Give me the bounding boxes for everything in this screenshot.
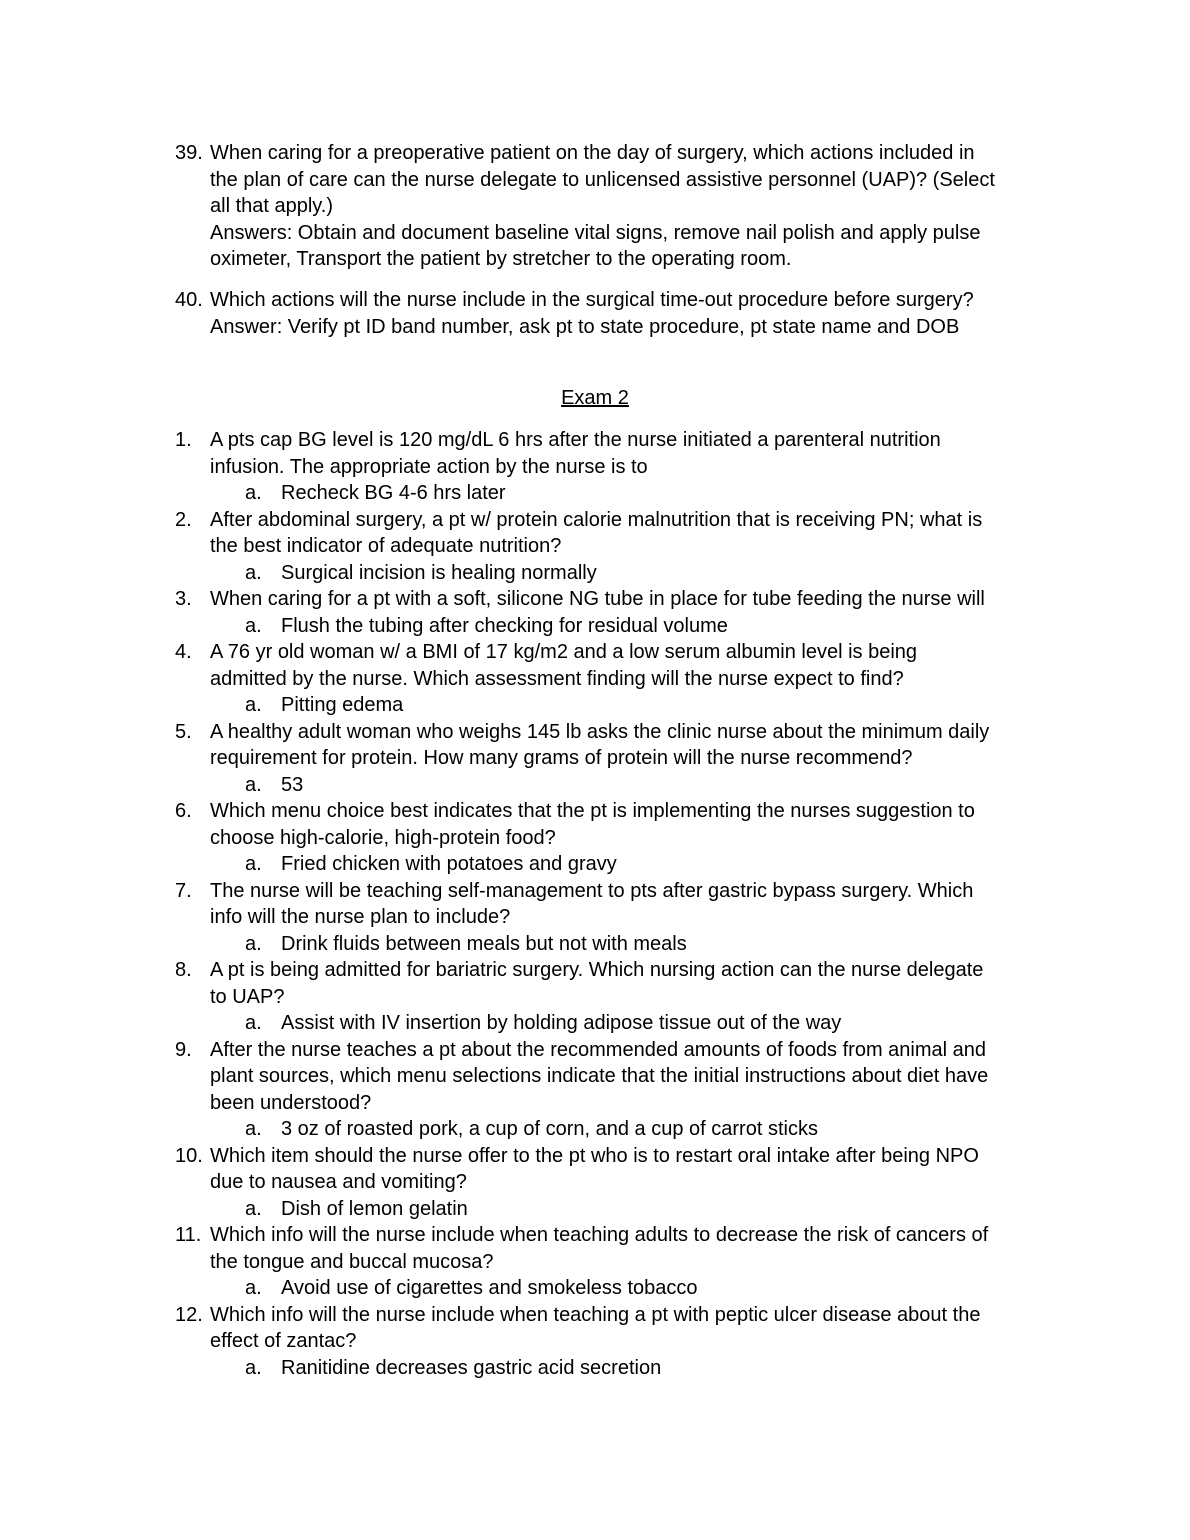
question-text-line: Which item should the nurse offer to the pt who is to restart oral intake after being NPO	[210, 1144, 979, 1167]
question-number: 11.	[175, 1224, 202, 1246]
answer-letter: a.	[245, 1197, 262, 1220]
answer-text: Ranitidine decreases gastric acid secretion	[281, 1356, 662, 1379]
answer-text-line: Answers: Obtain and document baseline vital signs, remove nail polish and apply pulse	[210, 221, 981, 244]
question-text-line: When caring for a pt with a soft, silicone NG tube in place for tube feeding the nurse will	[210, 588, 985, 610]
question-text-line: Which info will the nurse include when teaching adults to decrease the risk of cancers of	[210, 1224, 989, 1246]
question-text-line: When caring for a preoperative patient on the day of surgery, which actions included in	[210, 142, 975, 164]
answer-text: Surgical incision is healing normally	[281, 561, 597, 584]
answer-letter: a.	[245, 694, 262, 716]
question-text-line: A pts cap BG level is 120 mg/dL 6 hrs after the nurse initiated a parenteral nutrition	[210, 429, 941, 451]
answer-text: 3 oz of roasted pork, a cup of corn, and a cup of carrot sticks	[281, 1118, 818, 1140]
question-number: 40.	[175, 289, 203, 311]
exam-title: Exam 2	[561, 387, 629, 409]
answer-letter: a.	[245, 1118, 262, 1140]
answer-letter: a.	[245, 614, 262, 637]
answer-text: Fried chicken with potatoes and gravy	[281, 853, 617, 875]
question-text-line: choose high-calorie, high-protein food?	[210, 826, 556, 849]
answer-text: Flush the tubing after checking for residual volume	[281, 614, 728, 637]
question-number: 10.	[175, 1144, 203, 1167]
question-number: 3.	[175, 588, 192, 610]
question-text-line: due to nausea and vomiting?	[210, 1171, 467, 1193]
answer-letter: a.	[245, 482, 262, 504]
answer-letter: a.	[245, 932, 262, 955]
question-text-line: After the nurse teaches a pt about the recommended amounts of foods from animal and	[210, 1038, 987, 1061]
answer-letter: a.	[245, 1356, 262, 1379]
question-text-line: the plan of care can the nurse delegate to unlicensed assistive personnel (UAP)? (Select	[210, 168, 995, 191]
question-text-line: requirement for protein. How many grams of protein will the nurse recommend?	[210, 747, 913, 769]
answer-text: Dish of lemon gelatin	[281, 1197, 468, 1220]
answer-text: Recheck BG 4-6 hrs later	[281, 482, 506, 504]
question-text-line: all that apply.)	[210, 195, 334, 217]
question-text-line: info will the nurse plan to include?	[210, 906, 511, 928]
question-text-line: infusion. The appropriate action by the nurse is to	[210, 455, 648, 478]
question-number: 4.	[175, 641, 192, 663]
question-number: 9.	[175, 1038, 192, 1061]
question-text-line: Which actions will the nurse include in the surgical time-out procedure before surgery?	[210, 289, 974, 311]
question-text-line: Which info will the nurse include when teaching a pt with peptic ulcer disease about the	[210, 1303, 981, 1326]
question-text-line: been understood?	[210, 1091, 372, 1114]
question-number: 2.	[175, 508, 192, 531]
question-text-line: the tongue and buccal mucosa?	[210, 1250, 494, 1273]
question-text-line: A 76 yr old woman w/ a BMI of 17 kg/m2 and a low serum albumin level is being	[210, 641, 918, 663]
answer-letter: a.	[245, 561, 262, 584]
question-text-line: to UAP?	[210, 985, 285, 1008]
answer-letter: a.	[245, 773, 262, 796]
answer-text: Pitting edema	[281, 694, 404, 716]
question-text-line: admitted by the nurse. Which assessment finding will the nurse expect to find?	[210, 667, 904, 690]
question-number: 5.	[175, 720, 192, 743]
question-text-line: effect of zantac?	[210, 1330, 357, 1352]
question-number: 6.	[175, 800, 192, 822]
answer-text: Assist with IV insertion by holding adipose tissue out of the way	[281, 1012, 842, 1034]
answer-text: Drink fluids between meals but not with meals	[281, 932, 687, 955]
question-number: 7.	[175, 879, 192, 902]
answer-text-line: Answer: Verify pt ID band number, ask pt to state procedure, pt state name and DOB	[210, 315, 960, 338]
answer-letter: a.	[245, 1277, 262, 1299]
question-text-line: The nurse will be teaching self-management to pts after gastric bypass surgery. Which	[210, 879, 974, 902]
question-number: 8.	[175, 959, 192, 981]
question-text-line: plant sources, which menu selections indicate that the initial instructions about diet have	[210, 1065, 989, 1087]
question-text-line: After abdominal surgery, a pt w/ protein calorie malnutrition that is receiving PN; what is	[210, 508, 983, 531]
question-text-line: A healthy adult woman who weighs 145 lb asks the clinic nurse about the minimum daily	[210, 720, 990, 743]
question-text-line: A pt is being admitted for bariatric surgery. Which nursing action can the nurse delegate	[210, 959, 984, 981]
question-text-line: Which menu choice best indicates that the pt is implementing the nurses suggestion to	[210, 800, 975, 822]
question-number: 39.	[175, 142, 203, 164]
answer-text-line: oximeter, Transport the patient by stretcher to the operating room.	[210, 248, 792, 270]
answer-text: Avoid use of cigarettes and smokeless tobacco	[281, 1277, 698, 1299]
question-number: 12.	[175, 1303, 203, 1326]
question-text-line: the best indicator of adequate nutrition?	[210, 535, 562, 557]
question-number: 1.	[175, 429, 192, 451]
answer-letter: a.	[245, 853, 262, 875]
answer-letter: a.	[245, 1012, 262, 1034]
answer-text: 53	[281, 773, 304, 796]
